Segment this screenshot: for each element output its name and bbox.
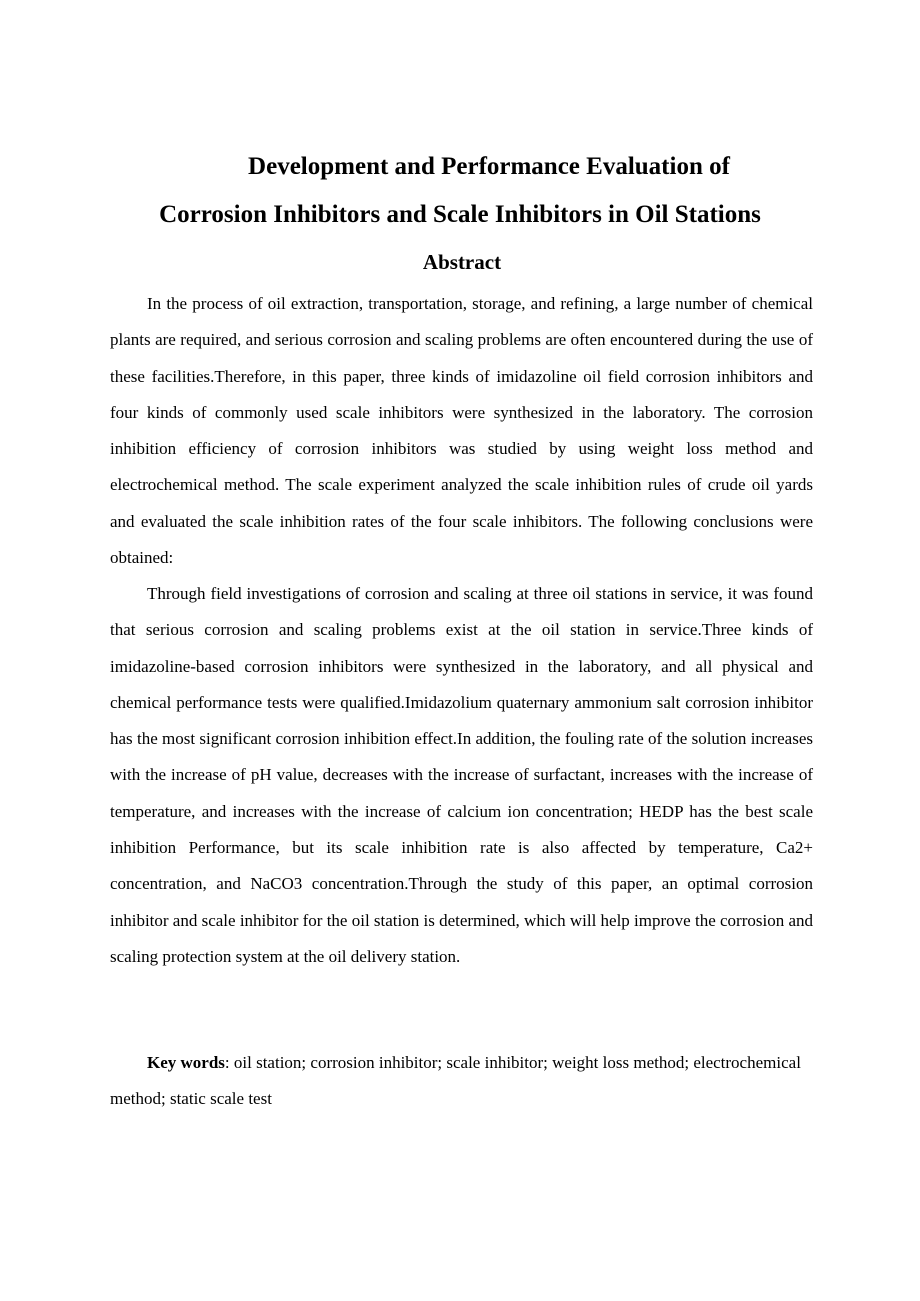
paper-title-line-2: Corrosion Inhibitors and Scale Inhibitors in Oil Stations [159,201,761,228]
paper-title-line-1: Development and Performance Evaluation of [248,153,730,180]
abstract-paragraph-1: In the process of oil extraction, transportation, storage, and refining, a large number of chemical plants are required, and serious corrosion and scaling problems are often encountered during the use of these facilities.Therefore, in this paper, three kinds of imidazoline oil field corrosion inhibitors and four kinds of commonly used scale inhibitors were synthesized in the laboratory. The corrosion inhibition efficiency of corrosion inhibitors was studied by using weight loss method and electrochemical method. The scale experiment analyzed the scale inhibition rules of crude oil yards and evaluated the scale inhibition rates of the four scale inhibitors. The following conclusions were obtained: [110,294,813,568]
abstract-heading: Abstract [422,250,502,274]
abstract-paragraph-2: Through field investigations of corrosion and scaling at three oil stations in service, it was found that serious corrosion and scaling problems exist at the oil station in service.Three kinds of imidazoline-based corrosion inhibitors were synthesized in the laboratory, and all physical and chemical performance tests were qualified.Imidazolium quaternary ammonium salt corrosion inhibitor has the most significant corrosion inhibition effect.In addition, the fouling rate of the solution increases with the increase of pH value, decreases with the increase of surfactant, increases with the increase of temperature, and increases with the increase of calcium ion concentration; HEDP has the best scale inhibition Performance, but its scale inhibition rate is also affected by temperature, Ca2+ concentration, and NaCO3 concentration.Through the study of this paper, an optimal corrosion inhibitor and scale inhibitor for the oil station is determined, which will help improve the corrosion and scaling protection system at the oil delivery station. [110,584,813,966]
keywords-text: : oil station; corrosion inhibitor; scale inhibitor; weight loss method; electrochemical method; static scale test [110,1053,801,1109]
keywords-section [110,1045,813,1118]
keywords-label: Key words [147,1053,225,1072]
